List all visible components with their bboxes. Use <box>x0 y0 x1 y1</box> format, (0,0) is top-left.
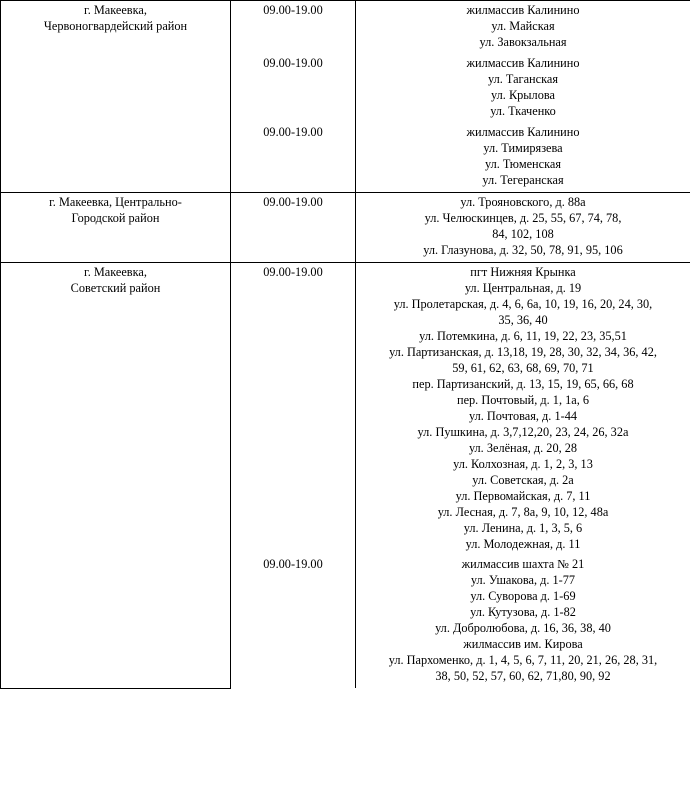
region-line: Червоногвардейский район <box>43 18 188 33</box>
address-line: ул. Ленина, д. 1, 3, 5, 6 <box>463 520 583 535</box>
address-line: пгт Нижняя Крынка <box>470 264 576 279</box>
region-cell <box>1 1 231 193</box>
address-line: ул. Почтовая, д. 1-44 <box>469 408 577 423</box>
address-line: ул. Молодежная, д. 11 <box>465 536 581 551</box>
address-line: ул. Лесная, д. 7, 8а, 9, 10, 12, 48а <box>437 504 609 519</box>
address-cell <box>356 123 690 192</box>
address-line: ул. Таганская <box>488 71 558 86</box>
address-line: ул. Челюскинцев, д. 25, 55, 67, 74, 78, <box>424 210 622 225</box>
address-cell <box>356 54 690 123</box>
address-cell <box>356 1 690 54</box>
address-line: ул. Пролетарская, д. 4, 6, 6а, 10, 19, 16, 20, 24, 30, <box>393 296 653 311</box>
region-line: Советский район <box>70 280 161 295</box>
time-cell: 09.00-19.00 <box>231 262 356 555</box>
time-cell: 09.00-19.00 <box>231 192 356 262</box>
address-line: ул. Советская, д. 2а <box>472 472 574 487</box>
address-line: ул. Трояновского, д. 88а <box>460 194 586 209</box>
time-cell: 09.00-19.00 <box>231 123 356 192</box>
address-line: ул. Партизанская, д. 13,18, 19, 28, 30, 32, 34, 36, 42, <box>389 344 657 359</box>
region-line: г. Макеевка, Центрально- <box>49 194 182 209</box>
region-line: г. Макеевка, <box>84 264 147 279</box>
address-line: ул. Колхозная, д. 1, 2, 3, 13 <box>453 456 593 471</box>
time-cell: 09.00-19.00 <box>231 1 356 54</box>
address-line: ул. Майская <box>491 18 555 33</box>
address-line: 84, 102, 108 <box>492 226 554 241</box>
table-body <box>1 1 690 689</box>
address-line: жилмассив Калинино <box>466 3 580 17</box>
region-line: г. Макеевка, <box>84 3 147 17</box>
address-line: 59, 61, 62, 63, 68, 69, 70, 71 <box>452 360 594 375</box>
address-line: ул. Тегеранская <box>482 172 564 187</box>
address-line: пер. Почтовый, д. 1, 1а, 6 <box>457 392 589 407</box>
address-line: ул. Пархоменко, д. 1, 4, 5, 6, 7, 11, 20, 21, 26, 28, 31, <box>388 653 658 668</box>
address-line: жилмассив Калинино <box>466 124 580 139</box>
address-line: ул. Зелёная, д. 20, 28 <box>468 440 578 455</box>
address-line: ул. Глазунова, д. 32, 50, 78, 91, 95, 106 <box>423 242 623 257</box>
address-line: ул. Тимирязева <box>483 140 563 155</box>
address-cell <box>356 192 690 262</box>
table-row <box>1 262 690 555</box>
address-cell <box>356 555 690 688</box>
address-line: 35, 36, 40 <box>498 312 548 327</box>
time-cell: 09.00-19.00 <box>231 555 356 688</box>
address-line: ул. Первомайская, д. 7, 11 <box>455 488 591 503</box>
region-cell <box>1 262 231 688</box>
address-cell <box>356 262 690 555</box>
address-line: ул. Тюменская <box>485 156 561 171</box>
address-line: ул. Потемкина, д. 6, 11, 19, 22, 23, 35,51 <box>419 328 627 343</box>
address-line: ул. Кутузова, д. 1-82 <box>470 605 576 620</box>
address-line: ул. Суворова д. 1-69 <box>470 589 576 604</box>
address-line: пер. Партизанский, д. 13, 15, 19, 65, 66, 68 <box>412 376 634 391</box>
address-line: жилмассив шахта № 21 <box>461 557 585 572</box>
time-cell: 09.00-19.00 <box>231 54 356 123</box>
address-line: ул. Крылова <box>491 87 555 102</box>
region-cell <box>1 192 231 262</box>
address-line: жилмассив им. Кирова <box>463 637 583 652</box>
address-line: ул. Ушакова, д. 1-77 <box>470 573 576 588</box>
table-row <box>1 1 690 54</box>
address-line: ул. Центральная, д. 19 <box>464 280 582 295</box>
address-line: ул. Ткаченко <box>490 103 556 118</box>
table-row <box>1 192 690 262</box>
address-line: ул. Завокзальная <box>479 34 567 49</box>
address-line: 38, 50, 52, 57, 60, 62, 71,80, 90, 92 <box>435 669 611 684</box>
region-line: Городской район <box>71 210 160 225</box>
address-line: ул. Добролюбова, д. 16, 36, 38, 40 <box>435 621 611 636</box>
address-line: жилмассив Калинино <box>466 55 580 70</box>
address-line: ул. Пушкина, д. 3,7,12,20, 23, 24, 26, 32а <box>417 424 629 439</box>
